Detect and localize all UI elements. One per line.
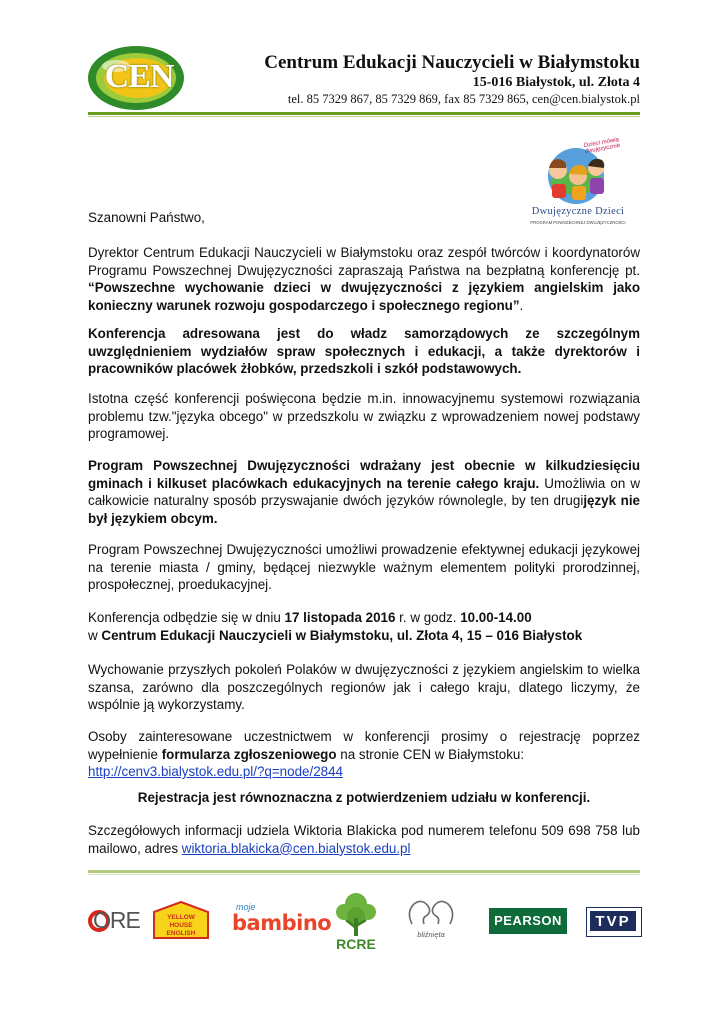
cen-logo [86,44,186,112]
ore-logo [88,907,138,935]
closing-text: Wychowanie przyszłych pokoleń Polaków w dwujęzyczności z językiem angielskim to wielka szansa, zarówno dla poszczególnych regionów jak i całego kraju, dlatego liczymy, że wspólnie ją wykorzystamy. [88,662,640,713]
header-address: 15-016 Białystok, ul. Złota 4 [472,75,640,90]
twins-text: bliźnięta [417,930,445,939]
paragraph-date-place [88,609,640,644]
footer-divider-thin [88,874,640,875]
header-divider-thin [88,116,640,117]
registration-text-end: na stronie CEN w Białymstoku: [336,746,525,762]
registration-link[interactable]: http://cenv3.bialystok.edu.pl/?q=node/2844 [88,764,343,780]
paragraph-contact [88,822,640,857]
paragraph-benefits [88,541,640,594]
moje-bambino-logo [228,902,332,938]
header-title: Centrum Edukacji Nauczycieli w Białymstoku [264,52,640,73]
paragraph-audience [88,325,640,378]
rcre-text: RCRE [336,936,376,952]
conference-title: “Powszechne wychowanie dzieci w dwujęzyczności z językiem angielskim jako konieczny warunek rozwoju gospodarczego i społecznego regionu” [88,280,640,313]
paragraph-topic [88,390,640,443]
date-intro: Konferencja odbędzie się w dniu [88,610,285,625]
header-divider [88,112,640,115]
header-contact: tel. 85 7329 867, 85 7329 869, fax 85 7329 865, cen@cen.bialystok.pl [287,92,640,106]
tvp-text: TVP [590,911,636,931]
program-logo-banner: Dzieci mówią dwujęzycznie [583,137,621,156]
invitation-end: . [519,297,524,313]
yellow-house-logo [152,900,210,940]
twins-logo [404,898,458,942]
paragraph-registration [88,728,640,781]
program-logo-subtitle: PROGRAM POWSZECHNEJ DWUJĘZYCZNOŚCI [530,220,626,225]
pearson-logo [489,908,567,934]
time-intro: r. w godz. [395,610,461,625]
greeting: Szanowni Państwo, [88,210,205,225]
program-logo-name: Dwujęzyczne Dzieci [531,206,625,217]
moje-text: moje [236,902,256,912]
registration-form-label: formularza zgłoszeniowego [161,746,337,762]
audience-text: Konferencja adresowana jest do władz samorządowych ze szczególnym uwzględnieniem wydziałów spraw społecznych i edukacji, a także dyrektorów i pracowników placówek żłobków, przedszkoli i szkół podstawowych. [88,326,640,377]
footer-divider [88,870,640,873]
program-bold-1: Program Powszechnej Dwujęzyczności wdrażany jest obecnie w kilkudziesięciu gminach i kilkuset placówkach edukacyjnych na terenie całego kraju. [88,458,640,491]
bambino-text: bambino [232,911,332,935]
invitation-text: Dyrektor Centrum Edukacji Nauczycieli w Białymstoku oraz zespół twórców i koordynatorów Programu Powszechnej Dwujęzyczności zapraszają Państwa na bezpłatną konferencję pt. [88,245,640,278]
conference-time: 10.00-14.00 [460,610,532,625]
registration-confirmation [88,789,640,807]
paragraph-program [88,457,640,527]
pearson-text: PEARSON [494,913,562,928]
yellow-house-text: YELLOW HOUSE ENGLISH [166,914,196,937]
rcre-logo [332,890,380,956]
cen-logo-text: CEN [104,58,174,95]
contact-email-link[interactable]: wiktoria.blakicka@cen.bialystok.edu.pl [181,840,411,856]
place-intro: w [88,627,102,643]
paragraph-invitation [88,244,640,314]
topic-text: Istotna część konferencji poświęcona będzie m.in. innowacyjnemu systemowi rozwiązania problemu tzw."języka obcego" w przedszkolu w związku z wprowadzeniem nowej podstawy programowej. [88,391,640,442]
program-text: Umożliwia on w całkowicie naturalny sposób przyswajanie dwóch języków równolegle, by ten drugi [88,475,640,509]
tvp-logo [586,907,642,937]
benefits-text: Program Powszechnej Dwujęzyczności umożliwi prowadzenie efektywnej edukacji językowej na terenie miasta / gminy, będącej niezwykle ważnym elementem polityki prorodzinnej, prospołecznej, proedukacyjnej. [88,542,640,593]
confirmation-text: Rejestracja jest równoznaczna z potwierdzeniem udziału w konferencji. [137,790,591,805]
registration-text: Osoby zainteresowane uczestnictwem w konferencji prosimy o rejestrację poprzez wypełnienie [88,729,640,762]
conference-date: 17 listopada 2016 [284,610,396,625]
ore-logo-text: ORE [93,907,140,933]
contact-text: Szczegółowych informacji udziela Wiktoria Blakicka pod numerem telefonu 509 698 758 lub mailowo, adres [88,823,640,856]
conference-place: Centrum Edukacji Nauczycieli w Białymstoku, ul. Złota 4, 15 – 016 Białystok [101,627,583,643]
paragraph-closing [88,661,640,714]
program-bold-2: język nie był językiem obcym. [88,493,641,526]
